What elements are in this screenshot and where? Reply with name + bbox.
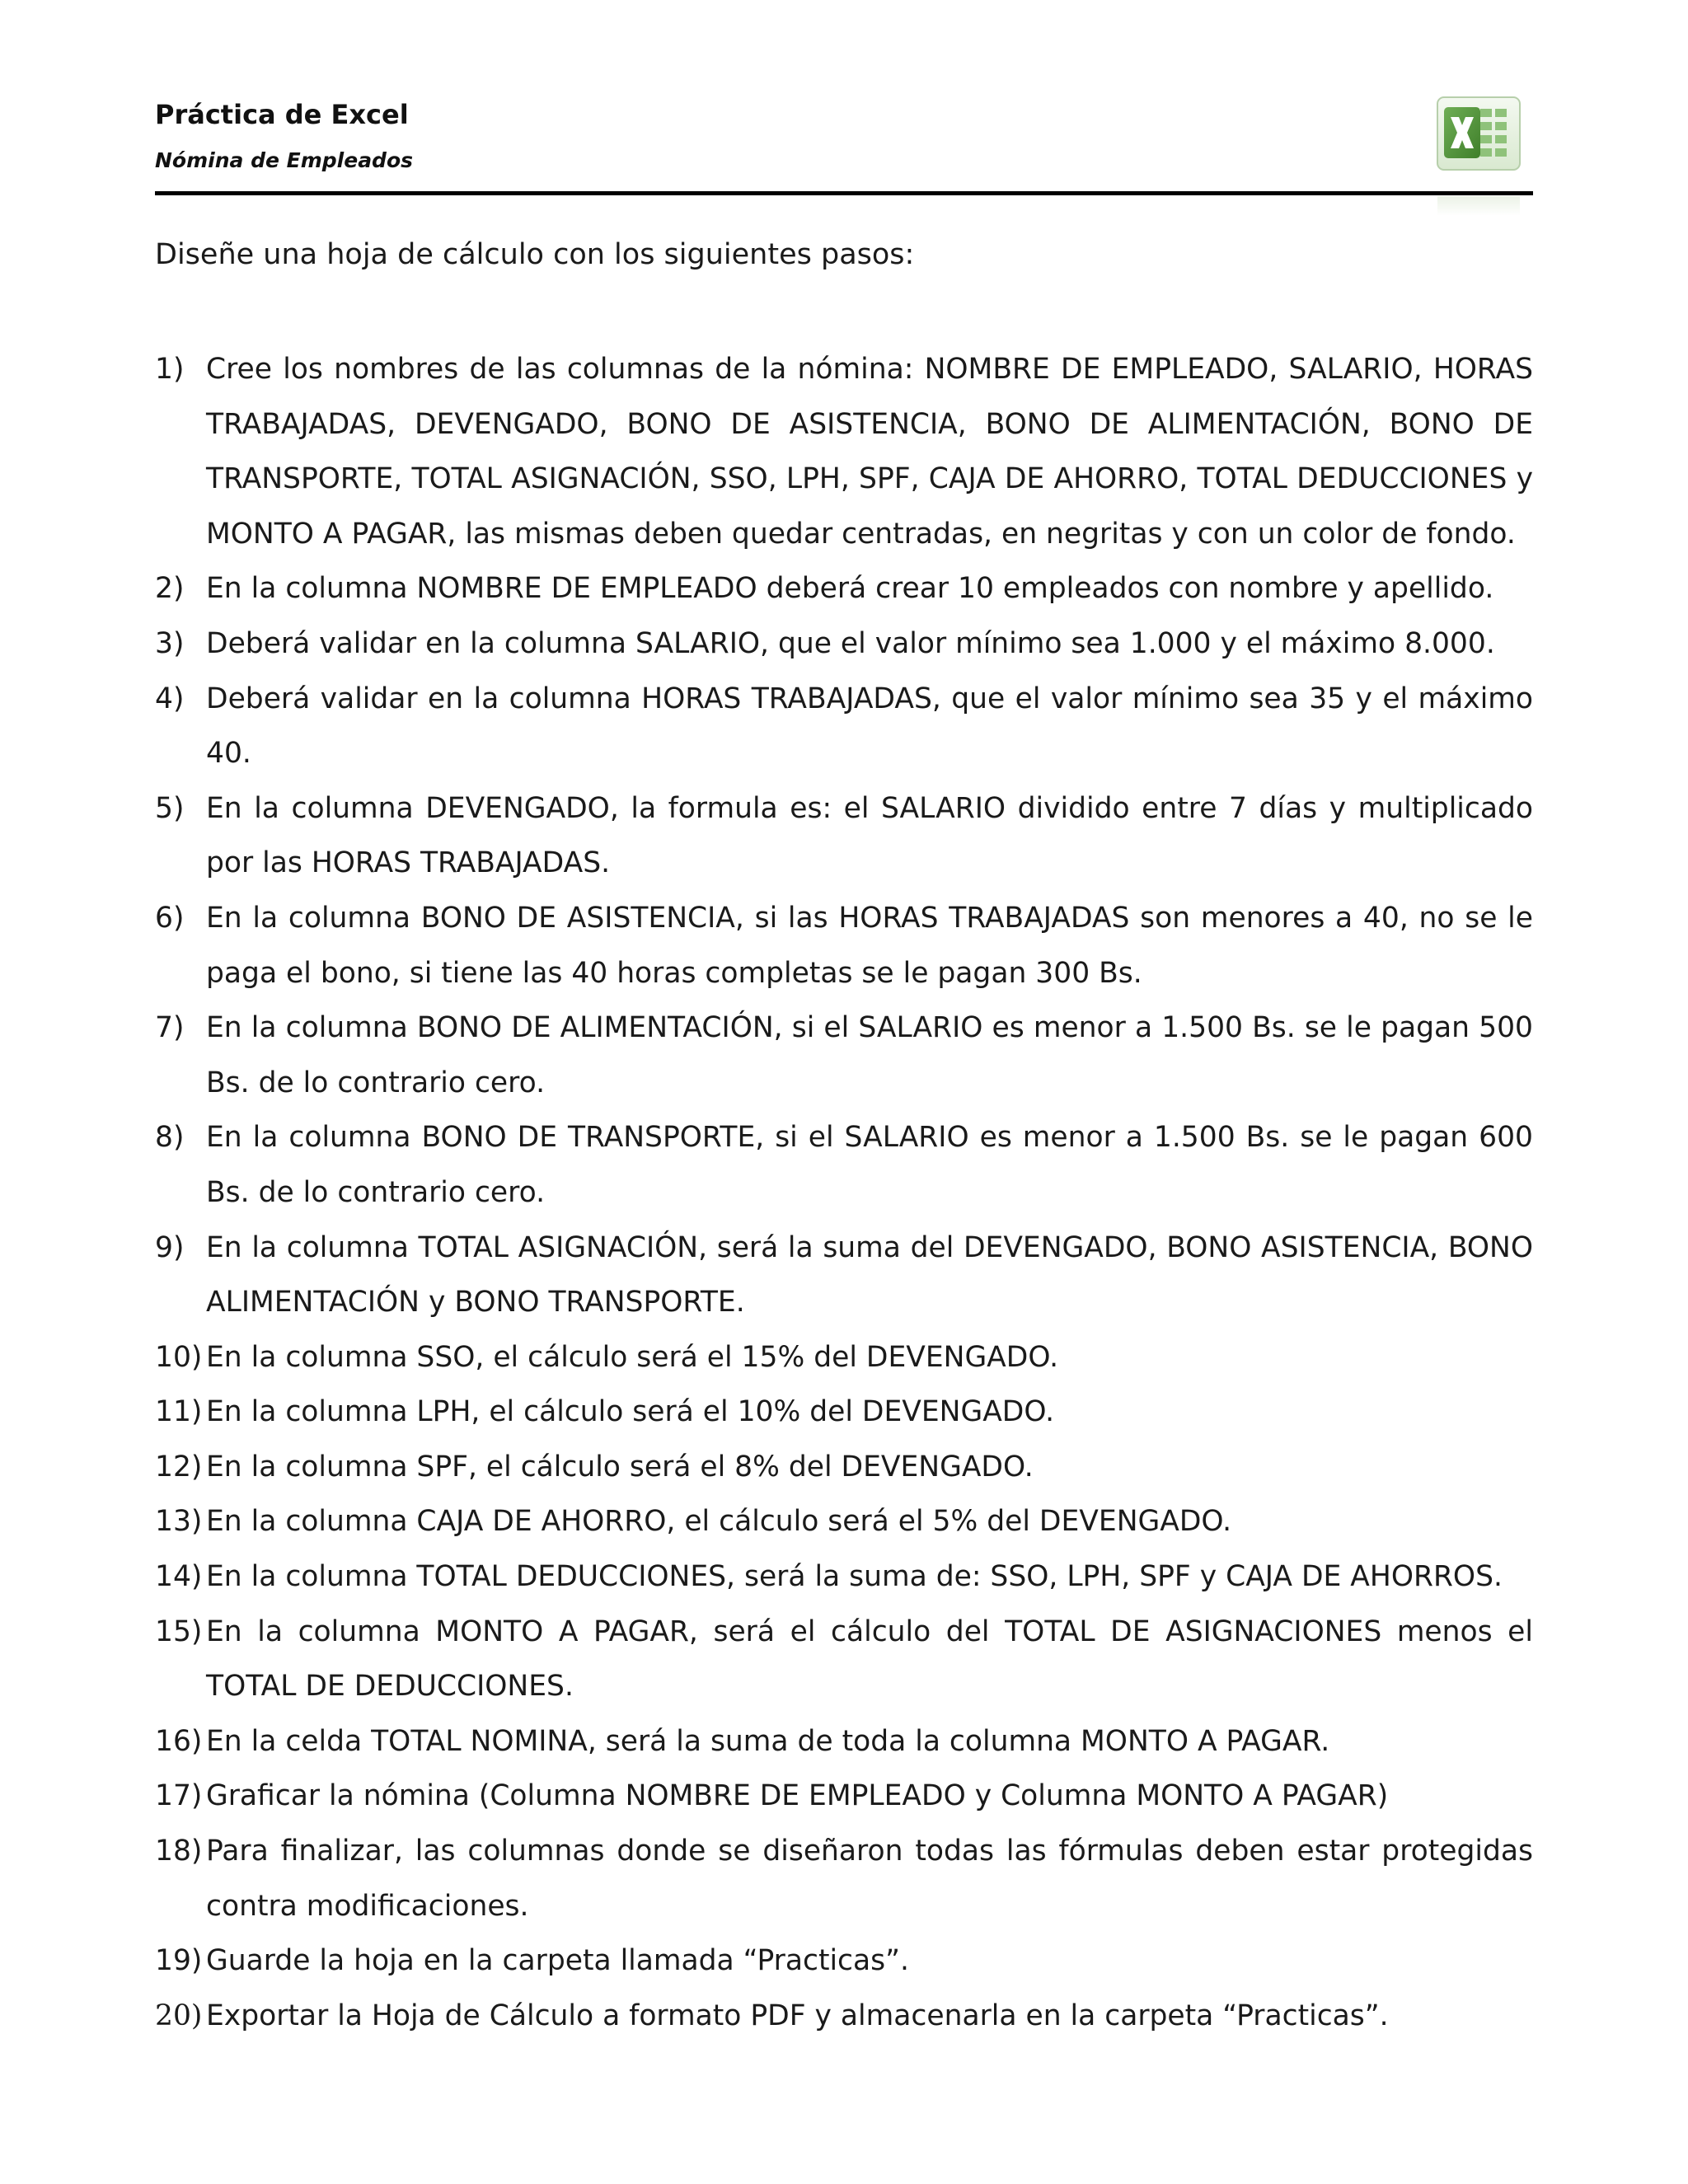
step-text: En la celda TOTAL NOMINA, será la suma de toda la columna MONTO A PAGAR. — [206, 1724, 1330, 1758]
step-text: En la columna BONO DE TRANSPORTE, si el SALARIO es menor a 1.500 Bs. se le pagan 600 Bs. de lo contrario cero. — [206, 1121, 1533, 1209]
step-text: Cree los nombres de las columnas de la nómina: NOMBRE DE EMPLEADO, SALARIO, HORAS TRABAJADAS, DEVENGADO, BONO DE ASISTENCIA, BONO DE ALIMENTACIÓN, BONO DE TRANSPORTE, TOTAL ASIGNACIÓN, SSO, LPH, SPF, CAJA DE AHORRO, TOTAL DEDUCCIONES y MONTO A PAGAR, las mismas deben quedar centradas, en negritas y con un color de fondo. — [206, 353, 1533, 551]
step-number: 7) — [155, 1011, 185, 1045]
intro-text: Diseñe una hoja de cálculo con los siguientes pasos: — [155, 238, 915, 271]
step-number: 14) — [155, 1560, 203, 1594]
step-text: En la columna CAJA DE AHORRO, el cálculo será el 5% del DEVENGADO. — [206, 1505, 1232, 1539]
step-text: En la columna BONO DE ALIMENTACIÓN, si el SALARIO es menor a 1.500 Bs. se le pagan 500 Bs. de lo contrario cero. — [206, 1011, 1533, 1099]
step-text: Exportar la Hoja de Cálculo a formato PDF y almacenarla en la carpeta “Practicas”. — [206, 1999, 1389, 2032]
list-item — [155, 1714, 1533, 1769]
step-text: Deberá validar en la columna SALARIO, que el valor mínimo sea 1.000 y el máximo 8.000. — [206, 626, 1495, 660]
step-number: 5) — [155, 791, 185, 825]
list-item — [155, 1989, 1533, 2044]
header-divider — [155, 191, 1533, 195]
list-item — [155, 1824, 1533, 1933]
list-item — [155, 1385, 1533, 1440]
step-text: En la columna BONO DE ASISTENCIA, si las HORAS TRABAJADAS son menores a 40, no se le paga el bono, si tiene las 40 horas completas se le pagan 300 Bs. — [206, 901, 1533, 990]
list-item — [155, 1001, 1533, 1110]
step-text: En la columna SSO, el cálculo será el 15% del DEVENGADO. — [206, 1340, 1059, 1374]
page-title: Práctica de Excel — [155, 99, 409, 130]
steps-list — [155, 342, 1533, 2043]
list-item — [155, 342, 1533, 561]
excel-logo-icon — [1434, 92, 1523, 175]
list-item — [155, 672, 1533, 781]
list-item — [155, 1330, 1533, 1385]
list-item — [155, 1549, 1533, 1605]
list-item — [155, 616, 1533, 672]
list-item — [155, 561, 1533, 616]
list-item — [155, 1221, 1533, 1330]
step-number: 8) — [155, 1121, 185, 1155]
step-number: 1) — [155, 353, 185, 386]
step-text: En la columna SPF, el cálculo será el 8% del DEVENGADO. — [206, 1450, 1034, 1483]
step-text: En la columna LPH, el cálculo será el 10% del DEVENGADO. — [206, 1395, 1055, 1429]
list-item — [155, 1494, 1533, 1549]
step-text: En la columna DEVENGADO, la formula es: el SALARIO dividido entre 7 días y multiplicado por las HORAS TRABAJADAS. — [206, 791, 1533, 880]
step-text: En la columna NOMBRE DE EMPLEADO deberá crear 10 empleados con nombre y apellido. — [206, 572, 1494, 606]
list-item — [155, 1440, 1533, 1495]
step-text: Graficar la nómina (Columna NOMBRE DE EMPLEADO y Columna MONTO A PAGAR) — [206, 1779, 1389, 1813]
step-number: 4) — [155, 682, 185, 715]
step-text: En la columna TOTAL ASIGNACIÓN, será la suma del DEVENGADO, BONO ASISTENCIA, BONO ALIMENTACIÓN y BONO TRANSPORTE. — [206, 1230, 1533, 1319]
step-number: 11) — [155, 1395, 203, 1429]
list-item — [155, 891, 1533, 1001]
list-item — [155, 1110, 1533, 1220]
step-number: 12) — [155, 1450, 203, 1483]
step-number: 6) — [155, 901, 185, 935]
page-subtitle: Nómina de Empleados — [155, 148, 414, 172]
step-text: Para finalizar, las columnas donde se diseñaron todas las fórmulas deben estar protegidas contra modificaciones. — [206, 1835, 1533, 1923]
step-text: Guarde la hoja en la carpeta llamada “Practicas”. — [206, 1944, 909, 1978]
step-number: 19) — [155, 1944, 203, 1978]
step-number: 16) — [155, 1724, 203, 1758]
step-number: 17) — [155, 1779, 203, 1813]
step-number: 13) — [155, 1505, 203, 1539]
list-item — [155, 1605, 1533, 1714]
logo-reflection — [1437, 196, 1520, 216]
step-number: 15) — [155, 1615, 203, 1648]
list-item — [155, 1933, 1533, 1989]
step-number: 10) — [155, 1340, 203, 1374]
step-text: En la columna MONTO A PAGAR, será el cálculo del TOTAL DE ASIGNACIONES menos el TOTAL DE DEDUCCIONES. — [206, 1615, 1533, 1704]
list-item — [155, 1769, 1533, 1824]
step-number: 2) — [155, 572, 185, 606]
step-number: 20) — [155, 1999, 203, 2032]
step-number: 3) — [155, 626, 185, 660]
step-text: En la columna TOTAL DEDUCCIONES, será la suma de: SSO, LPH, SPF y CAJA DE AHORROS. — [206, 1560, 1503, 1594]
step-number: 18) — [155, 1835, 203, 1868]
step-number: 9) — [155, 1230, 185, 1264]
step-text: Deberá validar en la columna HORAS TRABAJADAS, que el valor mínimo sea 35 y el máximo 40. — [206, 682, 1533, 771]
list-item — [155, 781, 1533, 891]
